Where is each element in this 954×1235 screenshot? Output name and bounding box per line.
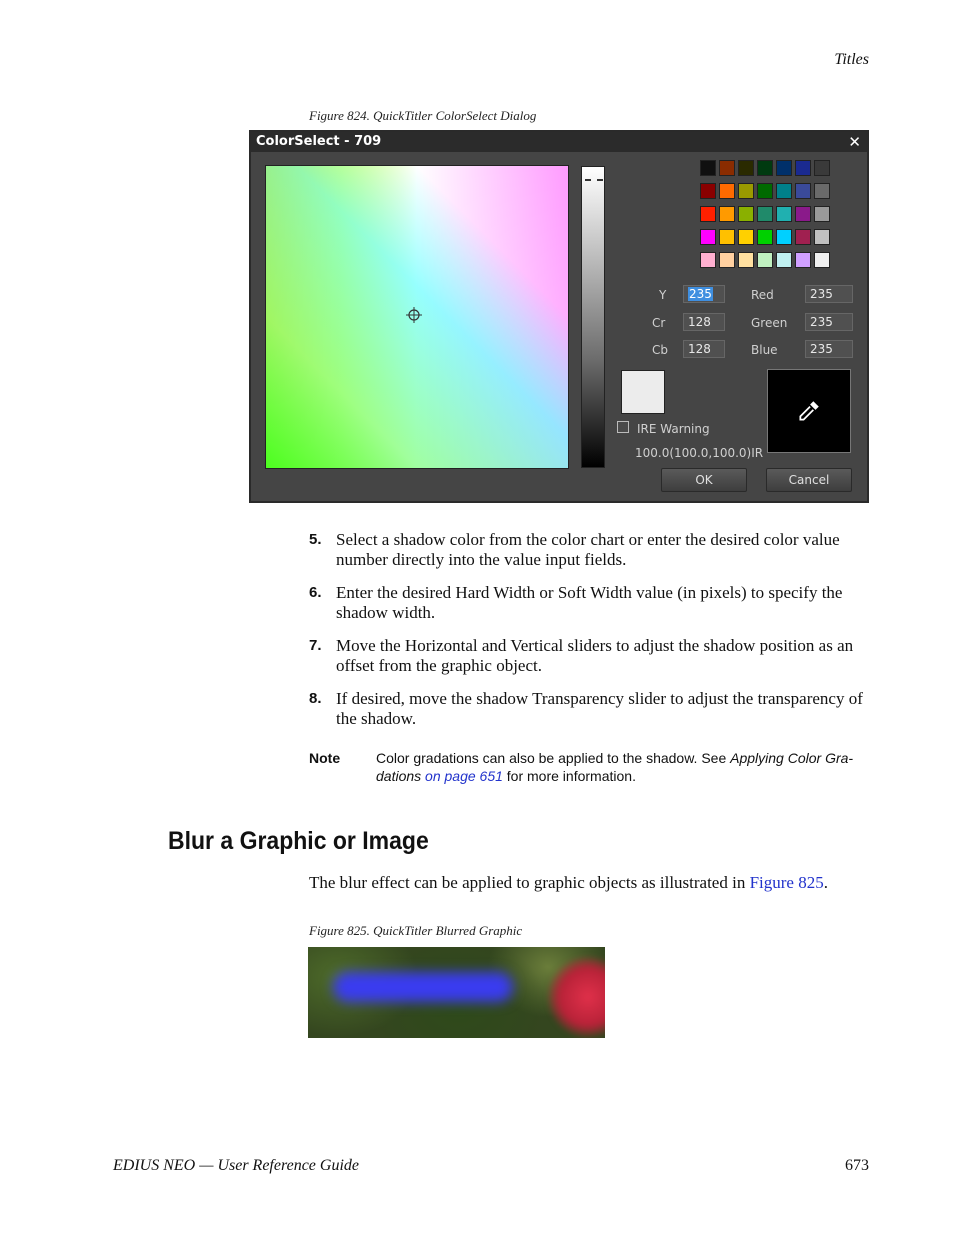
dialog-titlebar[interactable]: [251, 132, 867, 152]
color-swatch[interactable]: [757, 229, 773, 245]
section-heading: Blur a Graphic or Image: [168, 827, 429, 855]
color-swatch[interactable]: [776, 252, 792, 268]
color-swatch[interactable]: [719, 160, 735, 176]
color-swatch[interactable]: [719, 206, 735, 222]
color-swatch[interactable]: [738, 183, 754, 199]
color-swatch[interactable]: [814, 160, 830, 176]
close-icon[interactable]: ✕: [848, 133, 861, 151]
color-swatch[interactable]: [795, 160, 811, 176]
red-flower-shape: [548, 957, 605, 1037]
color-swatch[interactable]: [757, 183, 773, 199]
color-swatch[interactable]: [814, 183, 830, 199]
running-header: Titles: [834, 51, 869, 68]
step-item: [309, 689, 879, 729]
intro-end: .: [823, 873, 828, 892]
color-swatch[interactable]: [700, 206, 716, 222]
green-label: Green: [751, 316, 788, 330]
page-number: 673: [845, 1157, 869, 1174]
blue-label: Blue: [751, 343, 778, 357]
intro-paragraph: [309, 873, 828, 893]
blurred-arrow-shape: [333, 972, 513, 1002]
step-text: If desired, move the shadow Transparency slider to adjust the transparency of the shadow.: [336, 689, 863, 728]
cr-field[interactable]: 128: [683, 313, 725, 331]
cb-label: Cb: [652, 343, 668, 357]
swatch-palette: [700, 160, 830, 268]
note-block: [309, 749, 869, 785]
color-swatch[interactable]: [700, 252, 716, 268]
cb-field[interactable]: 128: [683, 340, 725, 358]
y-field[interactable]: [683, 285, 725, 303]
color-swatch[interactable]: [814, 252, 830, 268]
cr-label: Cr: [652, 316, 666, 330]
blurred-graphic-image: [308, 947, 605, 1038]
step-text: Enter the desired Hard Width or Soft Width value (in pixels) to specify the shadow width.: [336, 583, 843, 622]
note-text-before: Color gradations can also be applied to the shadow. See: [376, 750, 731, 766]
color-swatch[interactable]: [719, 183, 735, 199]
note-text: [376, 749, 869, 785]
color-field[interactable]: [265, 165, 569, 469]
eyedropper-button[interactable]: [767, 369, 851, 453]
color-swatch[interactable]: [757, 252, 773, 268]
crosshair-icon[interactable]: [406, 307, 422, 323]
cancel-button[interactable]: Cancel: [766, 468, 852, 492]
eyedropper-icon: [796, 398, 822, 424]
red-label: Red: [751, 288, 774, 302]
ire-warning-label: IRE Warning: [637, 422, 710, 436]
color-swatch[interactable]: [719, 252, 735, 268]
note-text-after: for more information.: [502, 768, 636, 784]
intro-text: The blur effect can be applied to graphic objects as illustrated in: [309, 873, 750, 892]
figure-caption: Figure 825. QuickTitler Blurred Graphic: [309, 923, 523, 938]
step-number: 7.: [309, 637, 322, 654]
note-page-link[interactable]: on page 651: [425, 768, 503, 784]
color-swatch[interactable]: [700, 183, 716, 199]
color-swatch[interactable]: [795, 252, 811, 268]
footer-title: EDIUS NEO — User Reference Guide: [113, 1157, 360, 1174]
color-swatch[interactable]: [795, 206, 811, 222]
step-text: Select a shadow color from the color chart or enter the desired color value number directly into the value input fields.: [336, 530, 840, 569]
color-swatch[interactable]: [738, 229, 754, 245]
step-item: [309, 530, 879, 570]
color-swatch[interactable]: [757, 206, 773, 222]
red-field[interactable]: 235: [805, 285, 853, 303]
color-swatch[interactable]: [700, 160, 716, 176]
luminance-slider[interactable]: [581, 166, 605, 468]
color-swatch[interactable]: [738, 160, 754, 176]
color-preview: [621, 370, 665, 414]
ok-button[interactable]: OK: [661, 468, 747, 492]
step-item: [309, 583, 879, 623]
color-swatch[interactable]: [776, 206, 792, 222]
color-swatch[interactable]: [776, 229, 792, 245]
blue-field[interactable]: 235: [805, 340, 853, 358]
colorselect-dialog: [249, 130, 869, 503]
step-number: 6.: [309, 584, 322, 601]
color-swatch[interactable]: [776, 183, 792, 199]
green-field[interactable]: 235: [805, 313, 853, 331]
color-swatch[interactable]: [738, 206, 754, 222]
step-item: [309, 636, 879, 676]
step-number: 8.: [309, 690, 322, 707]
color-swatch[interactable]: [814, 229, 830, 245]
color-swatch[interactable]: [814, 206, 830, 222]
color-swatch[interactable]: [757, 160, 773, 176]
dialog-title: ColorSelect - 709: [256, 134, 382, 149]
figure-link[interactable]: Figure 825: [749, 873, 824, 892]
step-number: 5.: [309, 531, 322, 548]
note-label: Note: [309, 750, 341, 766]
color-swatch[interactable]: [738, 252, 754, 268]
color-swatch[interactable]: [776, 160, 792, 176]
ire-warning-checkbox[interactable]: [617, 421, 629, 433]
color-swatch[interactable]: [700, 229, 716, 245]
dialog-body: [251, 152, 867, 501]
step-text: Move the Horizontal and Vertical sliders to adjust the shadow position as an offset from the graphic object.: [336, 636, 854, 675]
note-ref-title: Applying Color Gra- dations: [376, 750, 854, 784]
y-value: 235: [689, 287, 712, 301]
color-swatch[interactable]: [795, 229, 811, 245]
ire-readout: 100.0(100.0,100.0)IR: [635, 446, 764, 460]
slider-handle[interactable]: [585, 179, 603, 181]
color-swatch[interactable]: [719, 229, 735, 245]
y-label: Y: [659, 288, 667, 302]
figure-caption: Figure 824. QuickTitler ColorSelect Dialog: [309, 108, 537, 123]
color-swatch[interactable]: [795, 183, 811, 199]
